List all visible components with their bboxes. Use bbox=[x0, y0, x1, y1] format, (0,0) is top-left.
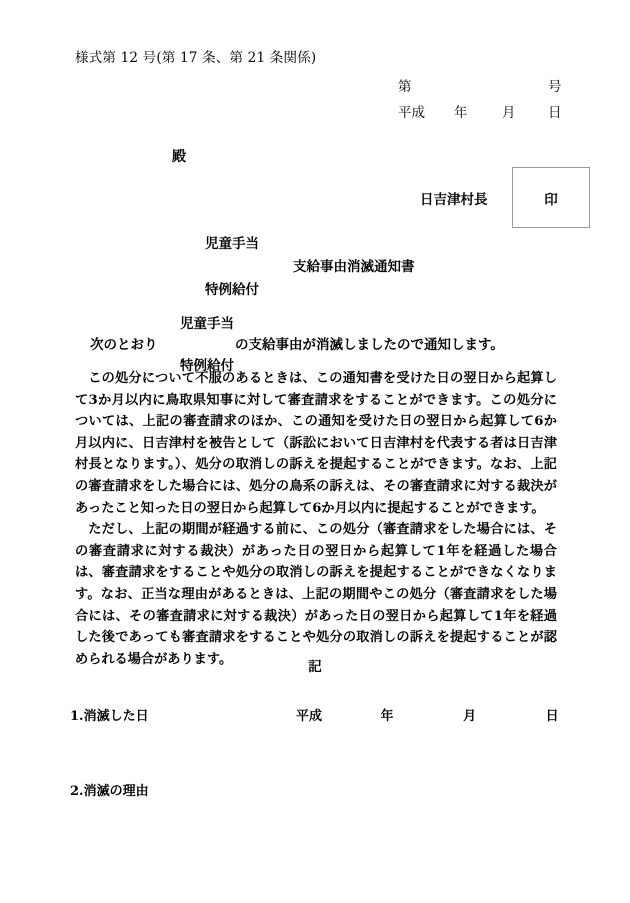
title-benefit-primary: 児童手当 bbox=[205, 236, 259, 252]
document-number-label: 第 bbox=[398, 79, 412, 95]
seal-box bbox=[512, 167, 590, 228]
termination-date-year-unit: 年 bbox=[380, 709, 394, 724]
form-number: 様式第 12 号(第 17 条、第 21 条関係) bbox=[75, 50, 317, 66]
issue-date-day-unit: 日 bbox=[548, 105, 562, 121]
body-paragraph-1: この処分について不服のあるときは、この通知書を受けた日の翌日から起算して3か月以内に鳥取県知事に対して審査請求をすることができます。この処分については、上記の審査請求のほか、この通知を受けた日の翌日から起算して6か月以内に、日吉津村を被告として（訴訟において日吉津村を代表する者は日吉津村長となります。）、処分の取消しの訴えを提起することができます。なお、上記の審査請求をした場合には、処分の鳥系の訴えは、その審査請求に対する裁決があったこと知った日の翌日から起算して6か月以内に提起することができます。 bbox=[75, 371, 557, 516]
termination-date-day-unit: 日 bbox=[545, 709, 559, 724]
lead-prefix: 次のとおり bbox=[90, 337, 158, 353]
lead-benefit-secondary: 特例給付 bbox=[180, 358, 234, 374]
issue-date-month-unit: 月 bbox=[502, 105, 516, 121]
termination-date-month-unit: 月 bbox=[463, 709, 477, 724]
issue-date-era: 平成 bbox=[398, 105, 425, 121]
document-number-row bbox=[398, 72, 588, 98]
entry-label-termination-reason: 2.消滅の理由 bbox=[70, 784, 149, 799]
title-benefit-secondary: 特例給付 bbox=[205, 282, 259, 298]
termination-date-era: 平成 bbox=[296, 709, 323, 724]
lead-rest: の支給事由が消滅しましたので通知します。 bbox=[235, 337, 504, 353]
lead-benefit-primary: 児童手当 bbox=[180, 316, 234, 332]
issuer-name: 日吉津村長 bbox=[420, 192, 488, 208]
body-copy bbox=[75, 368, 557, 670]
document-meta bbox=[398, 72, 588, 124]
document-number-suffix: 号 bbox=[548, 79, 562, 95]
issue-date-year-unit: 年 bbox=[454, 105, 468, 121]
title-main: 支給事由消滅通知書 bbox=[293, 259, 415, 275]
seal-icon: 印 bbox=[544, 191, 558, 208]
issue-date-row bbox=[398, 98, 588, 124]
addressee-honorific: 殿 bbox=[172, 149, 186, 165]
entry-label-termination-date: 1.消滅した日 bbox=[70, 709, 149, 724]
entry-termination-date-fields bbox=[296, 705, 559, 724]
body-paragraph-2: ただし、上記の期間が経過する前に、この処分（審査請求をした場合には、その審査請求に対する裁決）があった日の翌日から起算して1年を経過した場合は、審査請求をすることや処分の取消しの訴えを提起することができなくなります。なお、正当な理由があるときは、上記の期間やこの処分（審査請求をした場合には、その審査請求に対する裁決）があった日の翌日から起算して1年を経過した後であっても審査請求をすることや処分の取消しの訴えを提起することが認められる場合があります。 bbox=[75, 522, 557, 667]
record-marker: 記 bbox=[308, 659, 322, 675]
